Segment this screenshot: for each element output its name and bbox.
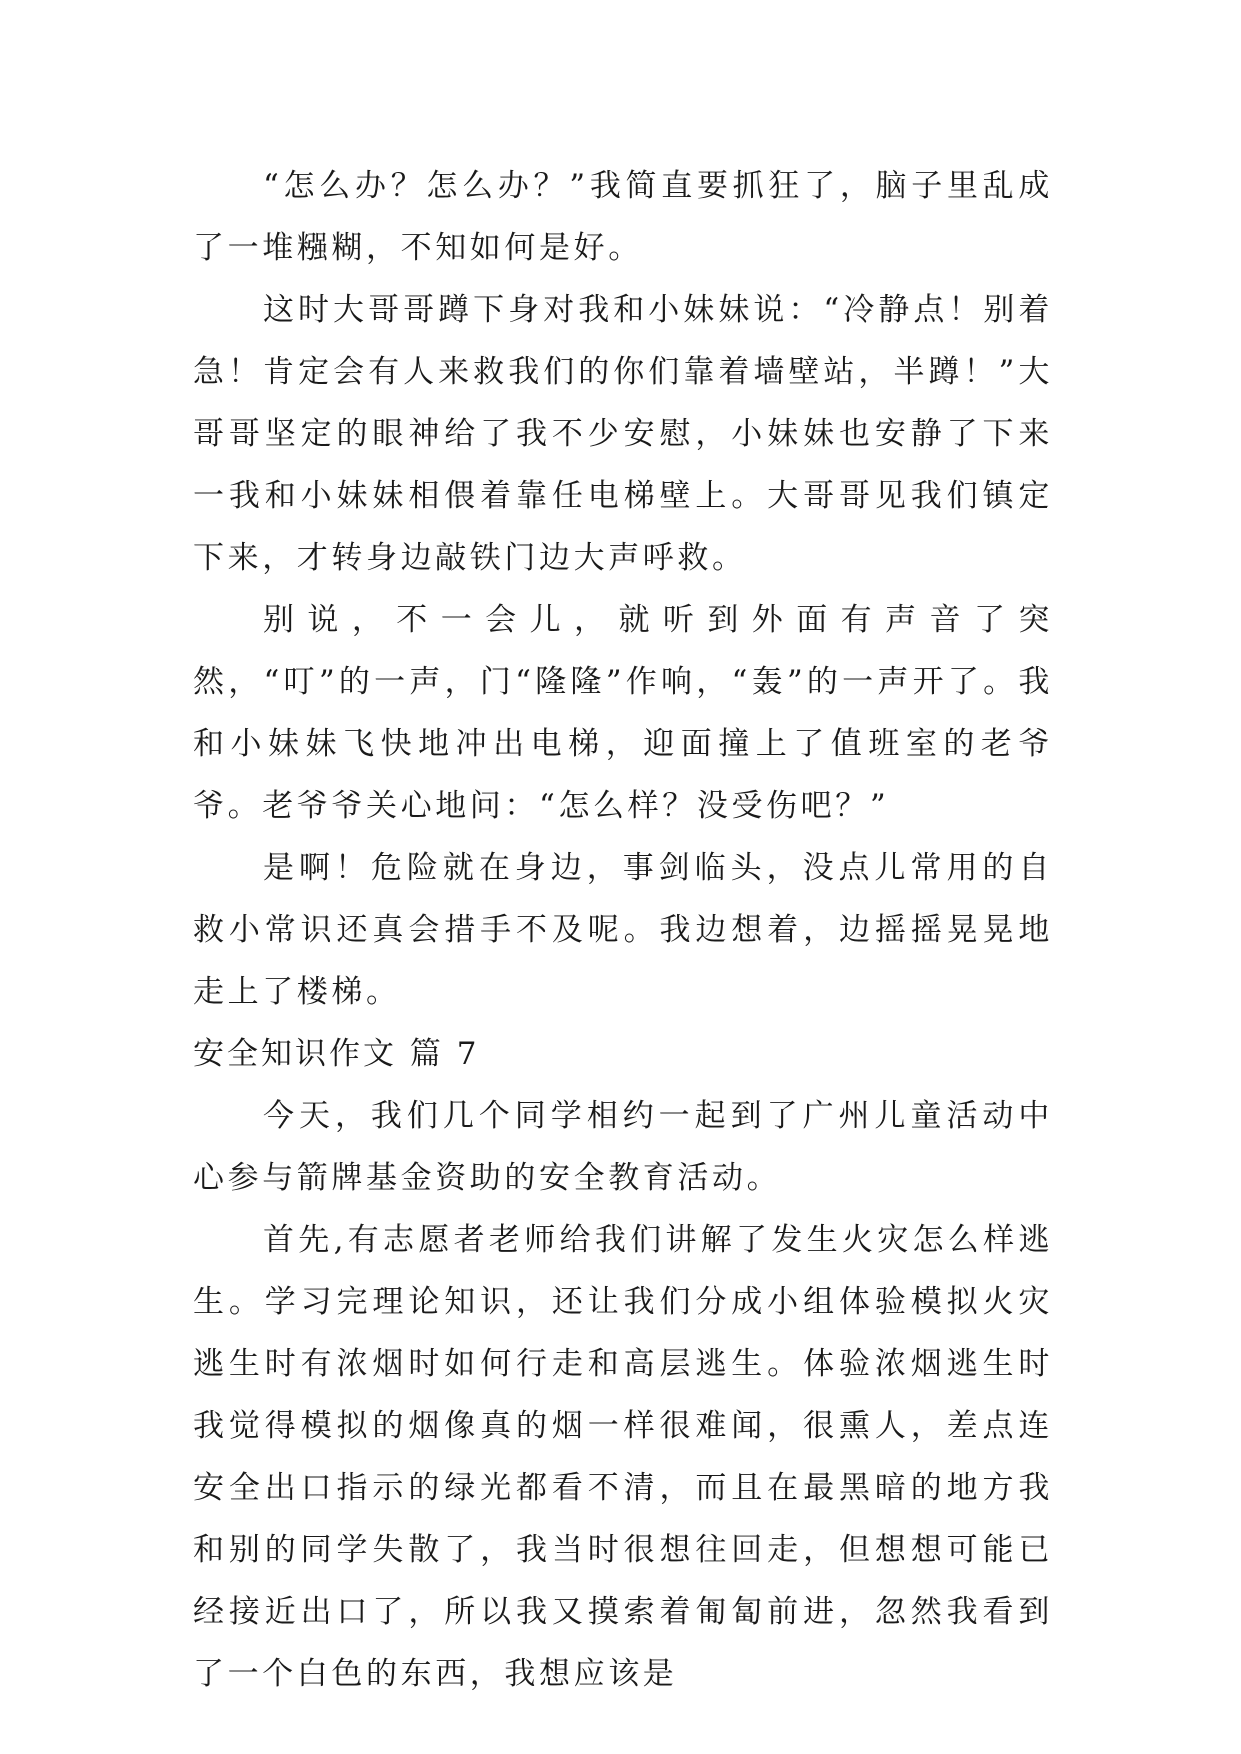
paragraph: 别说，不一会儿，就听到外面有声音了突然，“叮”的一声，门“隆隆”作响，“轰”的一声开了。我和小妹妹飞快地冲出电梯，迎面撞上了值班室的老爷爷。老爷爷关心地问：“怎么样？没受伤吧？” <box>193 602 1053 824</box>
paragraph: 这时大哥哥蹲下身对我和小妹妹说：“冷静点！别着急！肯定会有人来救我们的你们靠着墙壁站，半蹲！”大哥哥坚定的眼神给了我不少安慰，小妹妹也安静了下来一我和小妹妹相偎着靠任电梯壁上。大哥哥见我们镇定下来，才转身边敲铁门边大声呼救。 <box>193 292 1053 576</box>
body-text <box>193 155 1053 1705</box>
section-heading: 安全知识作文 篇 7 <box>193 1036 480 1072</box>
paragraph: 是啊！危险就在身边，事剑临头，没点儿常用的自救小常识还真会措手不及呢。我边想着，边摇摇晃晃地走上了楼梯。 <box>193 850 1053 1010</box>
paragraph: “怎么办？怎么办？”我简直要抓狂了，脑子里乱成了一堆糨糊，不知如何是好。 <box>193 168 1053 266</box>
paragraph: 首先,有志愿者老师给我们讲解了发生火灾怎么样逃生。学习完理论知识，还让我们分成小组体验模拟火灾逃生时有浓烟时如何行走和高层逃生。体验浓烟逃生时我觉得模拟的烟像真的烟一样很难闻，很熏人，差点连安全出口指示的绿光都看不清，而且在最黑暗的地方我和别的同学失散了，我当时很想往回走，但想想可能已经接近出口了，所以我又摸索着匍匐前进，忽然我看到了一个白色的东西，我想应该是 <box>193 1222 1053 1692</box>
paragraph: 今天，我们几个同学相约一起到了广州儿童活动中心参与箭牌基金资助的安全教育活动。 <box>193 1098 1053 1196</box>
